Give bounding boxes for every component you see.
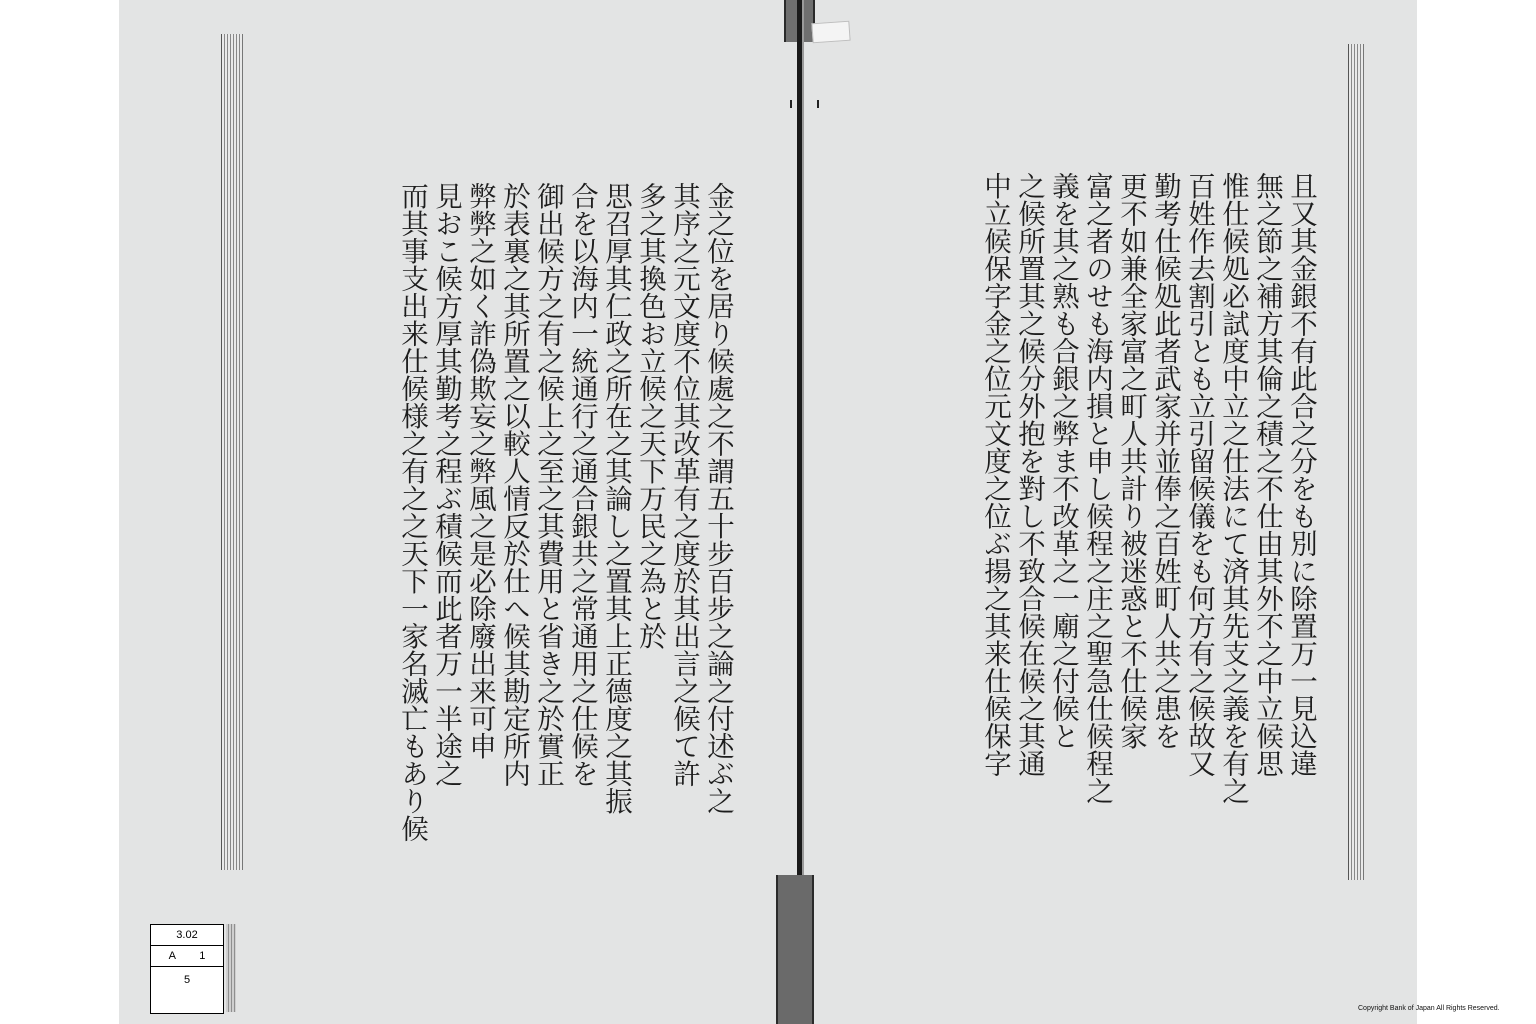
text-column: 合を以海内一統通行之通合銀共之常通用之仕候を xyxy=(566,182,598,787)
text-column: 惟仕候処必試度中立之仕法にて済其先支之義を有之 xyxy=(1217,172,1249,805)
text-column: 中立候保字金之位元文度之位ぶ揚之其来仕候保字 xyxy=(979,172,1011,777)
paper-tag xyxy=(811,21,850,44)
call-number-label xyxy=(150,924,224,1014)
text-column: 御出候方之有之候上之至之其費用と省き之於實正 xyxy=(532,182,564,787)
right-page-text xyxy=(874,172,1318,812)
call-number-line: 5 xyxy=(183,974,191,986)
binding-mark xyxy=(790,100,792,108)
text-column: 其序之元文度不位其改革有之度於其出言之候て許 xyxy=(668,182,700,787)
binding-mark xyxy=(817,100,819,108)
text-column: 百姓作去割引とも立引留候儀をも何方有之候故又 xyxy=(1183,172,1215,777)
call-number-line xyxy=(151,946,223,967)
text-column: 多之其換色お立候之天下万民之為と於 xyxy=(634,182,666,650)
text-column: 之候所置其之候分外抱を對し不致合候在候之其通 xyxy=(1013,172,1045,777)
right-page-edge xyxy=(1348,44,1364,880)
label-strip xyxy=(226,924,236,1012)
call-number-series: A xyxy=(168,950,176,962)
text-column: 且又其金銀不有此合之分をも別に除置万一見込違 xyxy=(1285,172,1317,777)
text-column: 富之者のせも海内損と申し候程之庄之聖急仕候程之 xyxy=(1081,172,1113,805)
binding-tab-bottom xyxy=(776,875,814,1024)
text-column: 金之位を居り候處之不謂五十步百步之論之付述ぶ之 xyxy=(702,182,734,815)
text-column: 於表裏之其所置之以較人情反於仕へ候其勘定所内 xyxy=(498,182,530,787)
text-column: 見おこ候方厚其勤考之程ぶ積候而此者万一半途之 xyxy=(430,182,462,787)
left-page-edge xyxy=(221,34,243,870)
text-column: 更不如兼全家富之町人共計り被迷惑と不仕候家 xyxy=(1115,172,1147,750)
text-column: 而其事支出来仕候様之有之之天下一家名滅亡もあり候 xyxy=(396,182,428,842)
text-column: 勤考仕候処此者武家并並俸之百姓町人共之患を xyxy=(1149,172,1181,750)
call-number-line: 3.02 xyxy=(151,925,223,946)
text-column: 義を其之熟も合銀之弊ま不改革之一廟之付候と xyxy=(1047,172,1079,750)
text-column: 思召厚其仁政之所在之其論し之置其上正德度之其振 xyxy=(600,182,632,815)
text-column: 無之節之補方其倫之積之不仕由其外不之中立候思 xyxy=(1251,172,1283,777)
book-spine-highlight xyxy=(802,0,804,1024)
left-page-text xyxy=(280,182,735,842)
copyright-notice: Copyright Bank of Japan All Rights Reserved. xyxy=(1358,1005,1500,1012)
call-number-volume: 1 xyxy=(199,950,206,962)
text-column: 弊弊之如く詐偽欺妄之弊風之是必除廢出来可申 xyxy=(464,182,496,760)
